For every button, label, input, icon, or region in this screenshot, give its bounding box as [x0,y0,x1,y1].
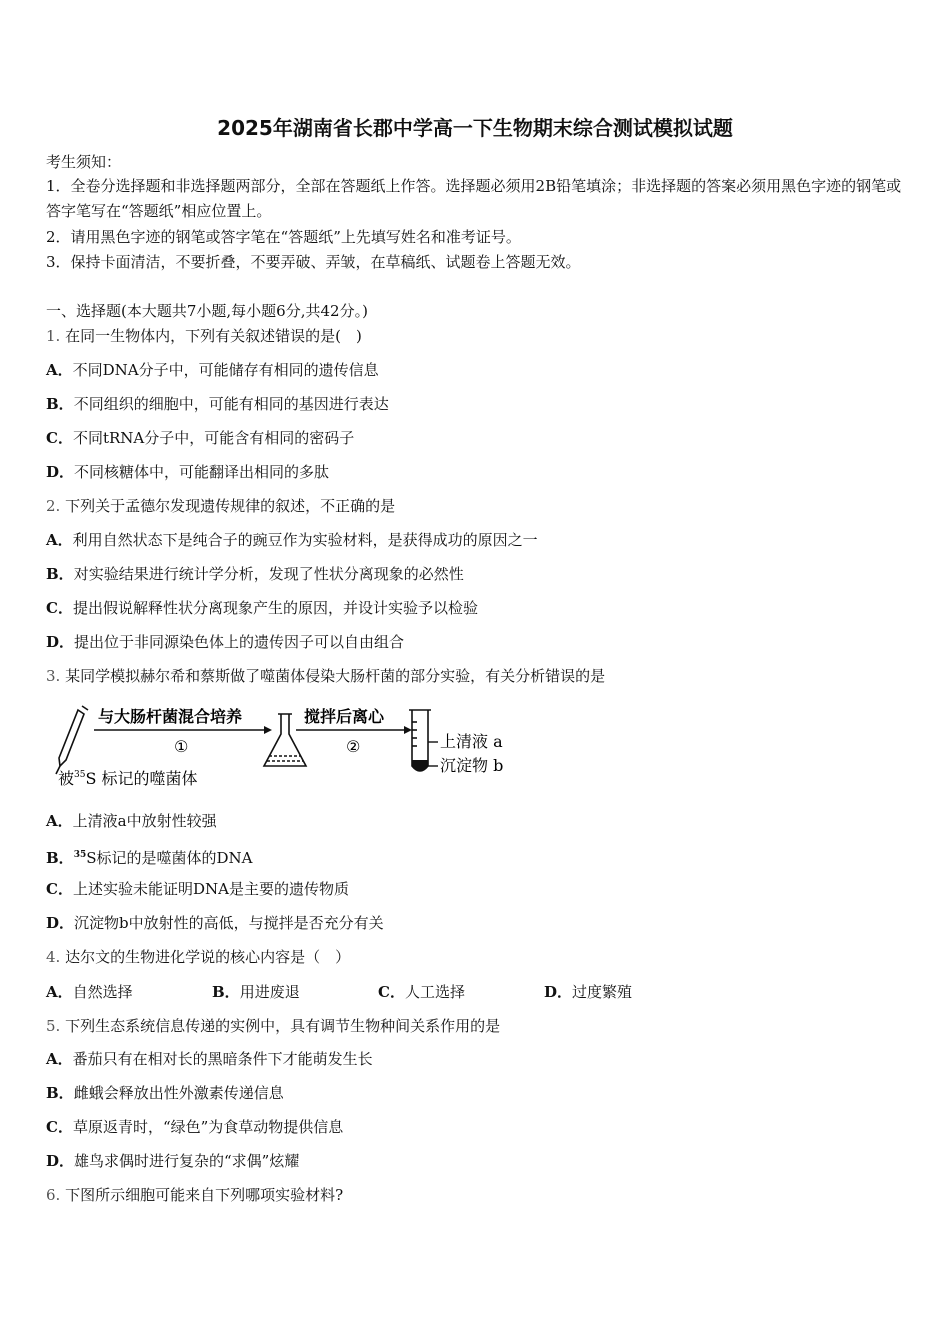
q4-options-row [46,982,710,1002]
supernatant-label: 上清液 a [440,732,503,751]
phage-label [58,769,198,788]
question-4 [46,947,350,967]
question-number: 1. [46,327,61,345]
sediment-label: 沉淀物 b [440,756,504,775]
q2-option-c: C．提出假说解释性状分离现象产生的原因，并设计实验予以检验 [46,599,478,617]
q4-option-c: C．人工选择 [378,983,465,1001]
question-number: 3. [46,667,61,685]
q3-option-b: B．$^{35}$S标记的是噬菌体的DNA [46,849,253,867]
phage-label-post: S 标记的噬菌体 [85,769,198,788]
q1-option-d: D．不同核糖体中，可能翻译出相同的多肽 [46,463,330,481]
question-number: 4. [46,948,61,966]
page-title: 2025年湖南省长郡中学高一下生物期末综合测试模拟试题 [217,116,733,140]
isotope-superscript: 35 [73,850,87,860]
phage-label-sup: 35 [74,770,86,780]
phage-label-pre: 被 [58,769,75,788]
q1-option-b: B．不同组织的细胞中，可能有相同的基因进行表达 [46,395,389,413]
question-text: 某同学模拟赫尔希和蔡斯做了噬菌体侵染大肠杆菌的部分实验，有关分析错误的是 [65,667,606,685]
step1-label: 与大肠杆菌混合培养 [98,707,243,726]
section-heading: 一、选择题(本大题共7小题,每小题6分,共42分。) [46,302,368,320]
q3-option-d: D．沉淀物b中放射性的高低，与搅拌是否充分有关 [46,914,384,932]
step2-circle: ② [346,737,361,756]
q5-option-a: A．番茄只有在相对长的黑暗条件下才能萌发生长 [46,1050,373,1068]
q2-option-a: A．利用自然状态下是纯合子的豌豆作为实验材料，是获得成功的原因之一 [46,531,538,549]
question-2 [46,496,395,516]
q5-option-b: B．雌蛾会释放出性外激素传递信息 [46,1084,284,1102]
q4-option-d: D．过度繁殖 [544,983,633,1001]
question-1 [46,326,362,346]
notice-item-1: 1．全卷分选择题和非选择题两部分，全部在答题纸上作答。选择题必须用2B铅笔填涂；非选择题的答案必须用黑色字迹的钢笔或答字笔写在“答题纸”相应位置上。 [46,177,902,220]
q4-option-a: A．自然选择 [46,983,133,1001]
q3-option-a: A．上清液a中放射性较强 [46,812,217,830]
question-number: 2. [46,497,61,515]
q1-option-a: A．不同DNA分子中，可能储存有相同的遗传信息 [46,361,379,379]
step1-circle: ① [174,737,189,756]
question-6 [46,1185,343,1205]
question-text: 下列生态系统信息传递的实例中，具有调节生物种间关系作用的是 [65,1017,501,1035]
question-text: 下列关于孟德尔发现遗传规律的叙述，不正确的是 [65,497,396,515]
notice-item-3: 3．保持卡面清洁，不要折叠，不要弄破、弄皱，在草稿纸、试题卷上答题无效。 [46,253,581,271]
question-5 [46,1016,500,1036]
question-3 [46,666,605,686]
notice-heading: 考生须知： [46,153,122,171]
flask-icon [264,714,306,766]
q2-option-d: D．提出位于非同源染色体上的遗传因子可以自由组合 [46,633,405,651]
q2-option-b: B．对实验结果进行统计学分析，发现了性状分离现象的必然性 [46,565,464,583]
step2-label: 搅拌后离心 [304,707,385,726]
phage-experiment-figure [46,700,526,799]
notice-item-2: 2．请用黑色字迹的钢笔或答字笔在“答题纸”上先填写姓名和准考证号。 [46,228,521,246]
q1-option-c: C．不同tRNA分子中，可能含有相同的密码子 [46,429,355,447]
question-number: 5. [46,1017,61,1035]
q3-option-c: C．上述实验未能证明DNA是主要的遗传物质 [46,880,349,898]
q5-option-c: C．草原返青时，“绿色”为食草动物提供信息 [46,1118,344,1136]
q5-option-d: D．雄鸟求偶时进行复杂的“求偶”炫耀 [46,1152,300,1170]
question-text: 下图所示细胞可能来自下列哪项实验材料? [65,1186,344,1204]
question-text: 在同一生物体内，下列有关叙述错误的是( ) [65,327,362,345]
q4-option-b: B．用进废退 [212,983,300,1001]
question-text: 达尔文的生物进化学说的核心内容是（ ） [65,948,351,966]
question-number: 6. [46,1186,61,1204]
dropper-icon [56,706,88,774]
